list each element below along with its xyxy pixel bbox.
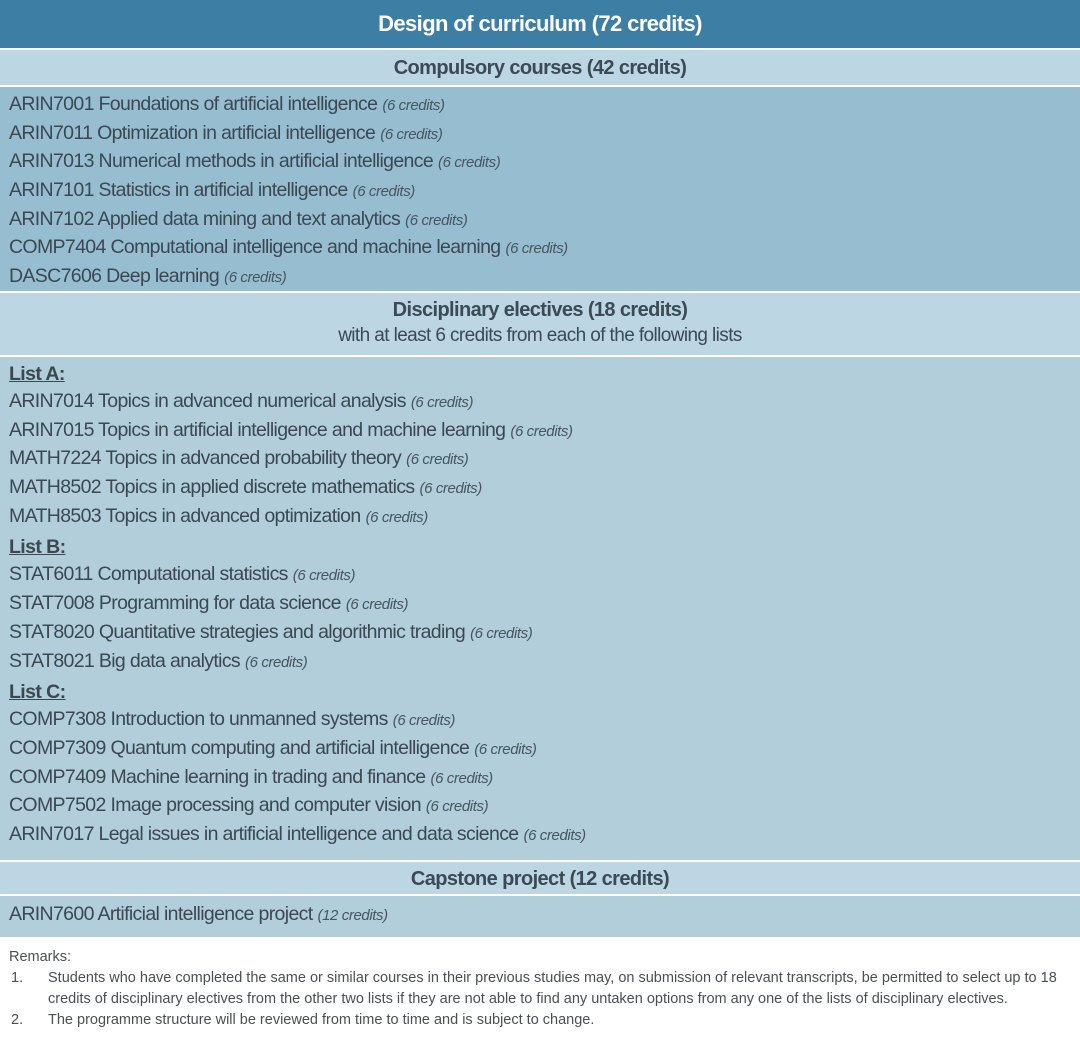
capstone-list bbox=[0, 894, 1080, 937]
course-name: STAT8020 Quantitative strategies and algorithmic trading bbox=[9, 620, 466, 643]
remark-text: Students who have completed the same or similar courses in their previous studies may, on submission of relevant transcripts, be permitted to select up to 18 credits of disciplinary electives from the other two lists if they are not able to find any untaken options from any one of the lists of disciplinary electives. bbox=[48, 970, 1057, 1007]
course-name: ARIN7101 Statistics in artificial intelligence bbox=[9, 179, 348, 202]
course-credits: (6 credits) bbox=[523, 826, 586, 844]
course-item bbox=[9, 900, 1080, 929]
course-credits: (6 credits) bbox=[438, 154, 501, 172]
course-credits: (6 credits) bbox=[505, 240, 568, 258]
course-item bbox=[9, 416, 1080, 445]
course-name: STAT7008 Programming for data science bbox=[9, 592, 341, 615]
capstone-heading: Capstone project (12 credits) bbox=[0, 860, 1080, 894]
course-credits: (6 credits) bbox=[380, 125, 443, 143]
course-item bbox=[9, 647, 1080, 676]
course-item bbox=[9, 502, 1080, 531]
remark-text: The programme structure will be reviewed from time to time and is subject to change. bbox=[48, 1012, 595, 1028]
course-name: DASC7606 Deep learning bbox=[9, 265, 220, 288]
course-item bbox=[9, 589, 1080, 618]
course-name: ARIN7017 Legal issues in artificial intelligence and data science bbox=[9, 822, 519, 845]
course-item bbox=[9, 763, 1080, 792]
electives-heading bbox=[0, 291, 1080, 355]
course-name: ARIN7014 Topics in advanced numerical analysis bbox=[9, 390, 406, 412]
remark-item bbox=[9, 968, 1069, 1010]
electives-lists bbox=[0, 355, 1080, 860]
compulsory-list bbox=[0, 85, 1080, 291]
course-credits: (6 credits) bbox=[406, 451, 469, 469]
course-name: ARIN7600 Artificial intelligence project bbox=[9, 903, 313, 925]
course-name: ARIN7011 Optimization in artificial intelligence bbox=[9, 121, 376, 144]
list-a-label: List A: bbox=[9, 363, 65, 385]
compulsory-heading: Compulsory courses (42 credits) bbox=[0, 48, 1080, 85]
course-name: ARIN7013 Numerical methods in artificial intelligence bbox=[9, 150, 434, 173]
course-credits: (6 credits) bbox=[510, 422, 573, 440]
remark-item bbox=[9, 1010, 1069, 1031]
course-name: ARIN7015 Topics in artificial intelligence and machine learning bbox=[9, 418, 506, 441]
course-item bbox=[9, 444, 1080, 473]
course-credits: (6 credits) bbox=[365, 508, 428, 526]
course-item bbox=[9, 560, 1080, 589]
course-credits: (6 credits) bbox=[392, 712, 456, 730]
course-credits: (6 credits) bbox=[352, 183, 415, 201]
course-credits: (12 credits) bbox=[317, 907, 388, 924]
course-name: COMP7309 Quantum computing and artificial intelligence bbox=[9, 736, 470, 759]
course-credits: (6 credits) bbox=[419, 480, 482, 498]
remarks bbox=[9, 947, 1069, 1031]
remark-number: 1. bbox=[11, 970, 24, 986]
course-name: ARIN7001 Foundations of artificial intelligence bbox=[9, 93, 378, 115]
course-item bbox=[9, 205, 1080, 234]
course-credits: (6 credits) bbox=[405, 211, 468, 229]
remarks-title: Remarks: bbox=[9, 949, 72, 965]
course-item bbox=[9, 233, 1080, 262]
course-item bbox=[9, 473, 1080, 502]
course-name: MATH8502 Topics in applied discrete mathematics bbox=[9, 476, 415, 499]
course-item bbox=[9, 791, 1080, 820]
course-credits: (6 credits) bbox=[425, 798, 489, 816]
course-item bbox=[9, 119, 1080, 148]
course-item bbox=[9, 820, 1080, 849]
course-credits: (6 credits) bbox=[474, 740, 537, 758]
course-credits: (6 credits) bbox=[382, 97, 445, 114]
course-item bbox=[9, 705, 1080, 734]
course-item bbox=[9, 387, 1080, 416]
course-credits: (6 credits) bbox=[470, 624, 533, 642]
course-credits: (6 credits) bbox=[410, 394, 474, 411]
course-item bbox=[9, 147, 1080, 176]
course-credits: (6 credits) bbox=[245, 653, 308, 671]
course-credits: (6 credits) bbox=[430, 769, 493, 787]
course-credits: (6 credits) bbox=[292, 567, 356, 585]
course-name: COMP7404 Computational intelligence and machine learning bbox=[9, 236, 501, 259]
course-item bbox=[9, 176, 1080, 205]
course-name: COMP7409 Machine learning in trading and finance bbox=[9, 765, 426, 788]
course-name: STAT6011 Computational statistics bbox=[9, 563, 288, 586]
course-item bbox=[9, 734, 1080, 763]
remarks-list bbox=[9, 968, 1069, 1031]
course-name: MATH7224 Topics in advanced probability theory bbox=[9, 447, 402, 470]
course-credits: (6 credits) bbox=[224, 269, 287, 287]
electives-title: Disciplinary electives (18 credits) bbox=[392, 299, 688, 321]
course-name: COMP7502 Image processing and computer vision bbox=[9, 794, 421, 817]
course-item bbox=[9, 262, 1080, 291]
course-item bbox=[9, 618, 1080, 647]
curriculum-title: Design of curriculum (72 credits) bbox=[0, 0, 1080, 48]
course-credits: (6 credits) bbox=[345, 596, 409, 614]
course-item bbox=[9, 90, 1080, 119]
remark-number: 2. bbox=[11, 1012, 24, 1028]
list-c-label: List C: bbox=[9, 681, 66, 704]
electives-subtitle: with at least 6 credits from each of the following lists bbox=[338, 325, 742, 346]
course-name: ARIN7102 Applied data mining and text analytics bbox=[9, 207, 401, 230]
course-name: STAT8021 Big data analytics bbox=[9, 649, 241, 672]
course-name: MATH8503 Topics in advanced optimization bbox=[9, 504, 361, 527]
list-b-label: List B: bbox=[9, 536, 66, 559]
course-name: COMP7308 Introduction to unmanned systems bbox=[9, 708, 388, 731]
